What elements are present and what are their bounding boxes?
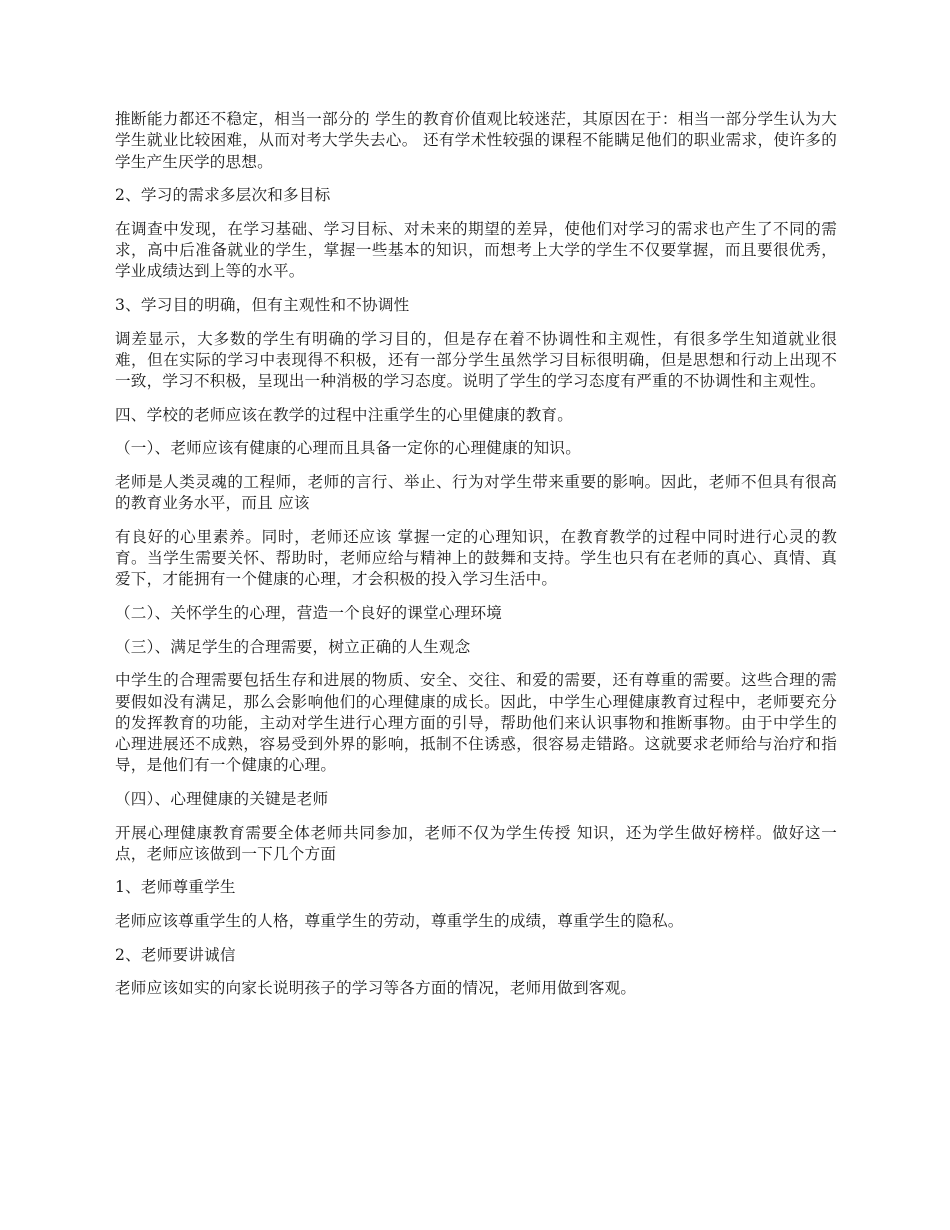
- subheading-four: （四）、心理健康的关键是老师: [115, 789, 329, 808]
- heading-learning-needs: 2、学习的需求多层次和多目标: [115, 186, 331, 205]
- document-body: [115, 109, 837, 1012]
- paragraph-teacher-qualities: 有良好的心里素养。同时，老师还应该 掌握一定的心理知识，在教育教学的过程中同时进行心灵的教育。当学生需要关怀、帮助时，老师应给与精神上的鼓舞和支持。学生也只有在老师的真心、真情、真爱下，才能拥有一个健康的心理，才会积极的投入学习生活中。: [115, 527, 837, 589]
- paragraph-integrity: 老师应该如实的向家长说明孩子的学习等各方面的情况，老师用做到客观。: [115, 979, 637, 998]
- heading-respect-students: 1、老师尊重学生: [115, 878, 236, 897]
- heading-integrity: 2、老师要讲诚信: [115, 945, 236, 964]
- section-heading-four: 四、学校的老师应该在教学的过程中注重学生的心里健康的教育。: [115, 405, 574, 424]
- paragraph-all-teachers: 开展心理健康教育需要全体老师共同参加，老师不仅为学生传授 知识，还为学生做好榜样。做好这一点，老师应该做到一下几个方面: [115, 823, 837, 863]
- subheading-one: （一）、老师应该有健康的心理而且具备一定你的心理健康的知识。: [115, 439, 582, 458]
- paragraph-learning-needs: 在调查中发现，在学习基础、学习目标、对未来的期望的差异，使他们对学习的需求也产生了不同的需求，高中后准备就业的学生，掌握一些基本的知识，而想考上大学的学生不仅要掌握，而且要很优秀，学业成绩达到上等的水平。: [115, 219, 837, 281]
- subheading-two: （二）、关怀学生的心理，营造一个良好的课堂心理环境: [115, 604, 503, 623]
- subheading-three: （三）、满足学生的合理需要，树立正确的人生观念: [115, 637, 471, 656]
- paragraph-respect-students: 老师应该尊重学生的人格，尊重学生的劳动，尊重学生的成绩，尊重学生的隐私。: [115, 912, 684, 931]
- heading-learning-goals: 3、学习目的明确，但有主观性和不协调性: [115, 295, 410, 314]
- paragraph-learning-goals: 调差显示，大多数的学生有明确的学习目的，但是存在着不协调性和主观性，有很多学生知道就业很难，但在实际的学习中表现得不积极，还有一部分学生虽然学习目标很明确，但是思想和行动上出现不一致，学习不积极，呈现出一种消极的学习态度。说明了学生的学习态度有严重的不协调性和主观性。: [115, 329, 837, 391]
- paragraph-student-needs: 中学生的合理需要包括生存和进展的物质、安全、交往、和爱的需要，还有尊重的需要。这些合理的需要假如没有满足，那么会影响他们的心理健康的成长。因此，中学生心理健康教育过程中，老师要充分的发挥教育的功能，主动对学生进行心理方面的引导，帮助他们来认识事物和推断事物。由于中学生的心理进展还不成熟，容易受到外界的影响，抵制不住诱惑，很容易走错路。这就要求老师给与治疗和指导，是他们有一个健康的心理。: [115, 671, 837, 775]
- paragraph-teacher-role: 老师是人类灵魂的工程师，老师的言行、举止、行为对学生带来重要的影响。因此，老师不但具有很高的教育业务水平，而且 应该: [115, 472, 837, 513]
- paragraph-continuation: 推断能力都还不稳定，相当一部分的 学生的教育价值观比较迷茫，其原因在于：相当一部分学生认为大学生就业比较困难，从而对考大学失去心。 还有学术性较强的课程不能瞒足他们的职业需求，使许多的学生产生厌学的思想。: [115, 110, 837, 171]
